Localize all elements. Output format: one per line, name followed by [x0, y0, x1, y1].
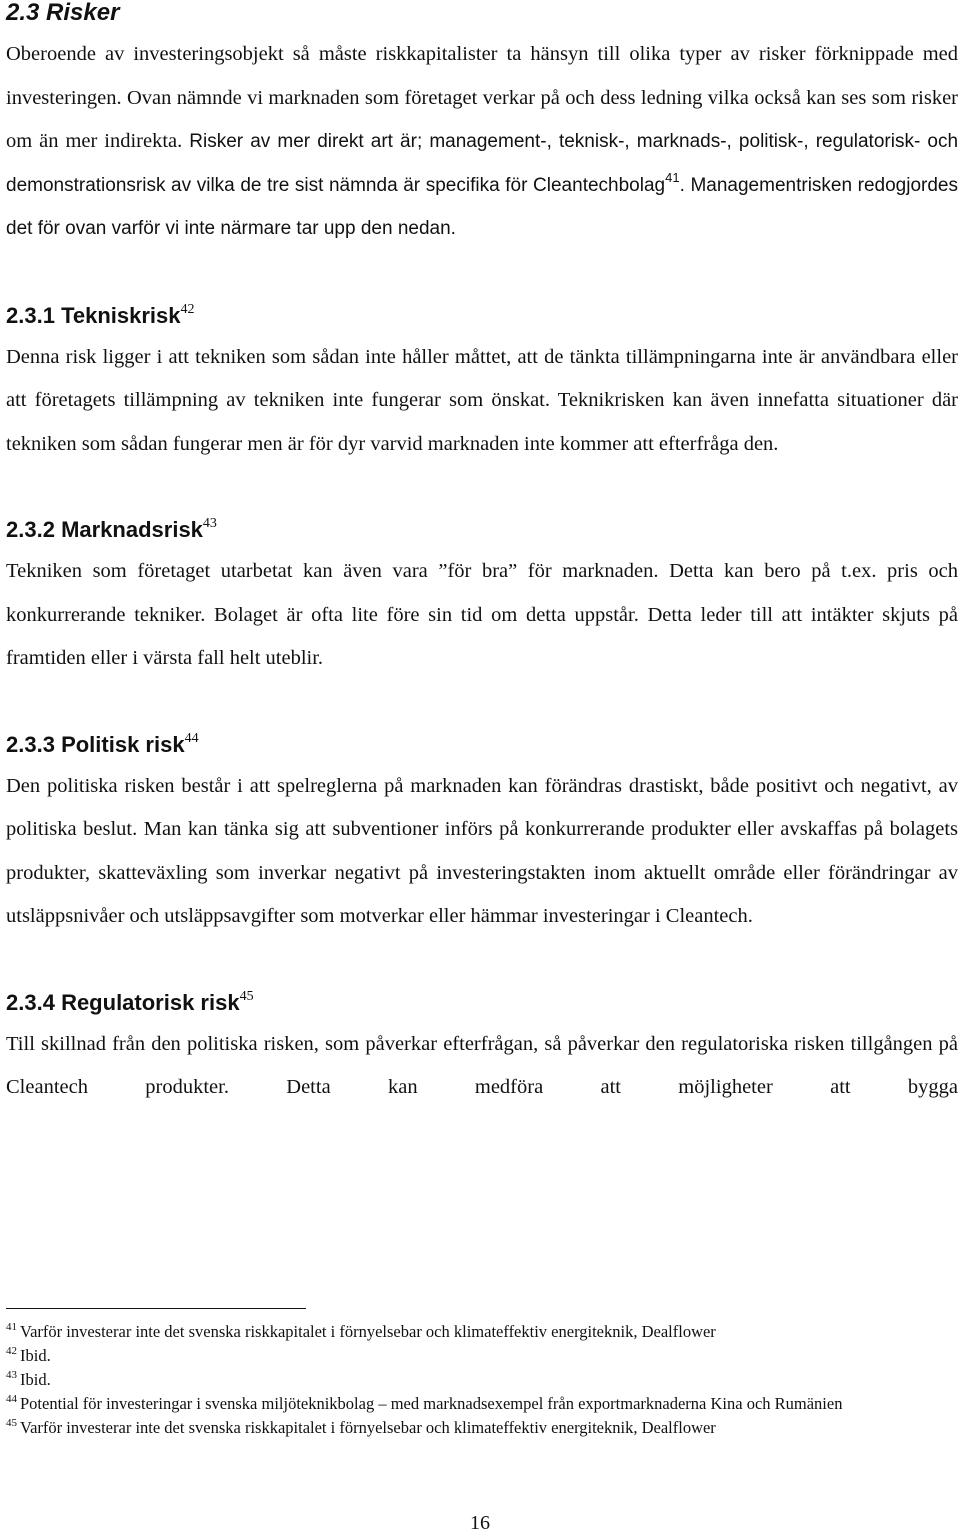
footnote-ref-45: 45	[239, 988, 254, 1004]
footnote-ref-44: 44	[184, 730, 199, 746]
footnote-separator	[6, 1308, 306, 1309]
section-body-marknadsrisk: Tekniken som företaget utarbetat kan även vara ”för bra” för marknaden. Detta kan bero på t.ex. pris och konkurrerande tekniker. Bolaget är ofta lite före sin tid om detta uppstår. Detta leder till att intäkter skjuts på framtiden eller i värsta fall helt uteblir.	[6, 560, 958, 669]
section-body-regulatorisk-risk: Till skillnad från den politiska risken, som påverkar efterfrågan, så påverkar den regulatoriska risken tillgången på Cleantech produkter. Detta kan medföra att möjligheter att bygga	[6, 1032, 958, 1098]
footnote-number: 41	[6, 1321, 17, 1333]
subsection-title: Tekniskrisk	[61, 302, 181, 328]
section-heading: 2.3 Risker	[6, 0, 120, 26]
section-body-tekniskrisk: Denna risk ligger i att tekniken som sådan inte håller måttet, att de tänkta tillämpningarna inte är användbara eller att företagets tillämpning av tekniken inte fungerar som önskat. Teknikrisken kan även innefatta situationer där tekniken som sådan fungerar men är för dyr varvid marknaden inte kommer att efterfråga den.	[6, 345, 958, 455]
intro-sans-part: Risker av mer direkt art är; management-, teknisk-, marknads-, politisk-, regulatorisk- och demonstrationsrisk av vilka de tre sist nämnda är specifika för Cleantechbolag	[6, 131, 959, 196]
footnote-text: Varför investerar inte det svenska riskkapitalet i förnyelsebar och klimateffektiv energiteknik, Dealflower	[20, 1322, 716, 1341]
footnote-number: 44	[6, 1393, 17, 1405]
subsection-heading-marknadsrisk	[6, 515, 958, 545]
footnote-ref-43: 43	[202, 516, 217, 531]
section-body-politisk-risk: Den politiska risken består i att spelreglerna på marknaden kan förändras drastiskt, både positivt och negativt, av politiska beslut. Man kan tänka sig att subventioner införs på konkurrerande produkter eller avskaffas på bolagets produkter, skatteväxling som inverkar negativt på investeringstakten inom aktuellt område eller förändringar av utsläppsnivåer och utsläppsavgifter som motverkar eller hämmar investeringar i Cleantech.	[6, 774, 958, 927]
footnote-number: 42	[6, 1345, 17, 1357]
intro-paragraph	[6, 33, 958, 251]
subsection-title: Regulatorisk risk	[61, 989, 240, 1015]
intro-text: Oberoende av investeringsobjekt så måste riskkapitalister ta hänsyn till olika typer av risker förknippade med investeringen. Ovan nämnde vi marknaden som företaget verkar på och dess ledning vilka också kan ses som risker om än mer indirekta.	[6, 43, 958, 152]
subsection-number: 2.3.3	[6, 731, 55, 757]
footnote-number: 43	[6, 1369, 17, 1381]
footnote-44	[6, 1392, 951, 1416]
subsection-title: Marknadsrisk	[61, 517, 203, 542]
footnote-text: Ibid.	[20, 1346, 51, 1365]
document-page	[6, 0, 958, 1110]
footnote-text: Ibid.	[20, 1370, 51, 1389]
footnotes	[6, 1320, 951, 1440]
intro-sans-part-after: . Managementrisken redogjordes det för ovan varför vi inte närmare tar upp den nedan.	[6, 174, 958, 239]
subsection-number: 2.3.1	[6, 302, 55, 328]
subsection-heading-tekniskrisk	[6, 301, 958, 331]
subsection-number: 2.3.4	[6, 989, 55, 1015]
footnote-ref-41: 41	[665, 169, 680, 185]
page-number: 16	[470, 1512, 490, 1534]
footnote-45	[6, 1416, 951, 1440]
footnote-number: 45	[6, 1417, 17, 1429]
subsection-heading-regulatorisk-risk	[6, 988, 958, 1018]
footnote-text: Varför investerar inte det svenska riskkapitalet i förnyelsebar och klimateffektiv energiteknik, Dealflower	[20, 1418, 716, 1437]
footnote-text: Potential för investeringar i svenska miljöteknikbolag – med marknadsexempel från exportmarknaderna Kina och Rumänien	[20, 1394, 843, 1413]
footnote-ref-42: 42	[180, 301, 195, 317]
subsection-title: Politisk risk	[61, 731, 185, 757]
subsection-number: 2.3.2	[6, 517, 55, 542]
footnote-43	[6, 1368, 951, 1392]
footnote-41	[6, 1320, 951, 1344]
subsection-heading-politisk-risk	[6, 730, 958, 760]
footnote-42	[6, 1344, 951, 1368]
